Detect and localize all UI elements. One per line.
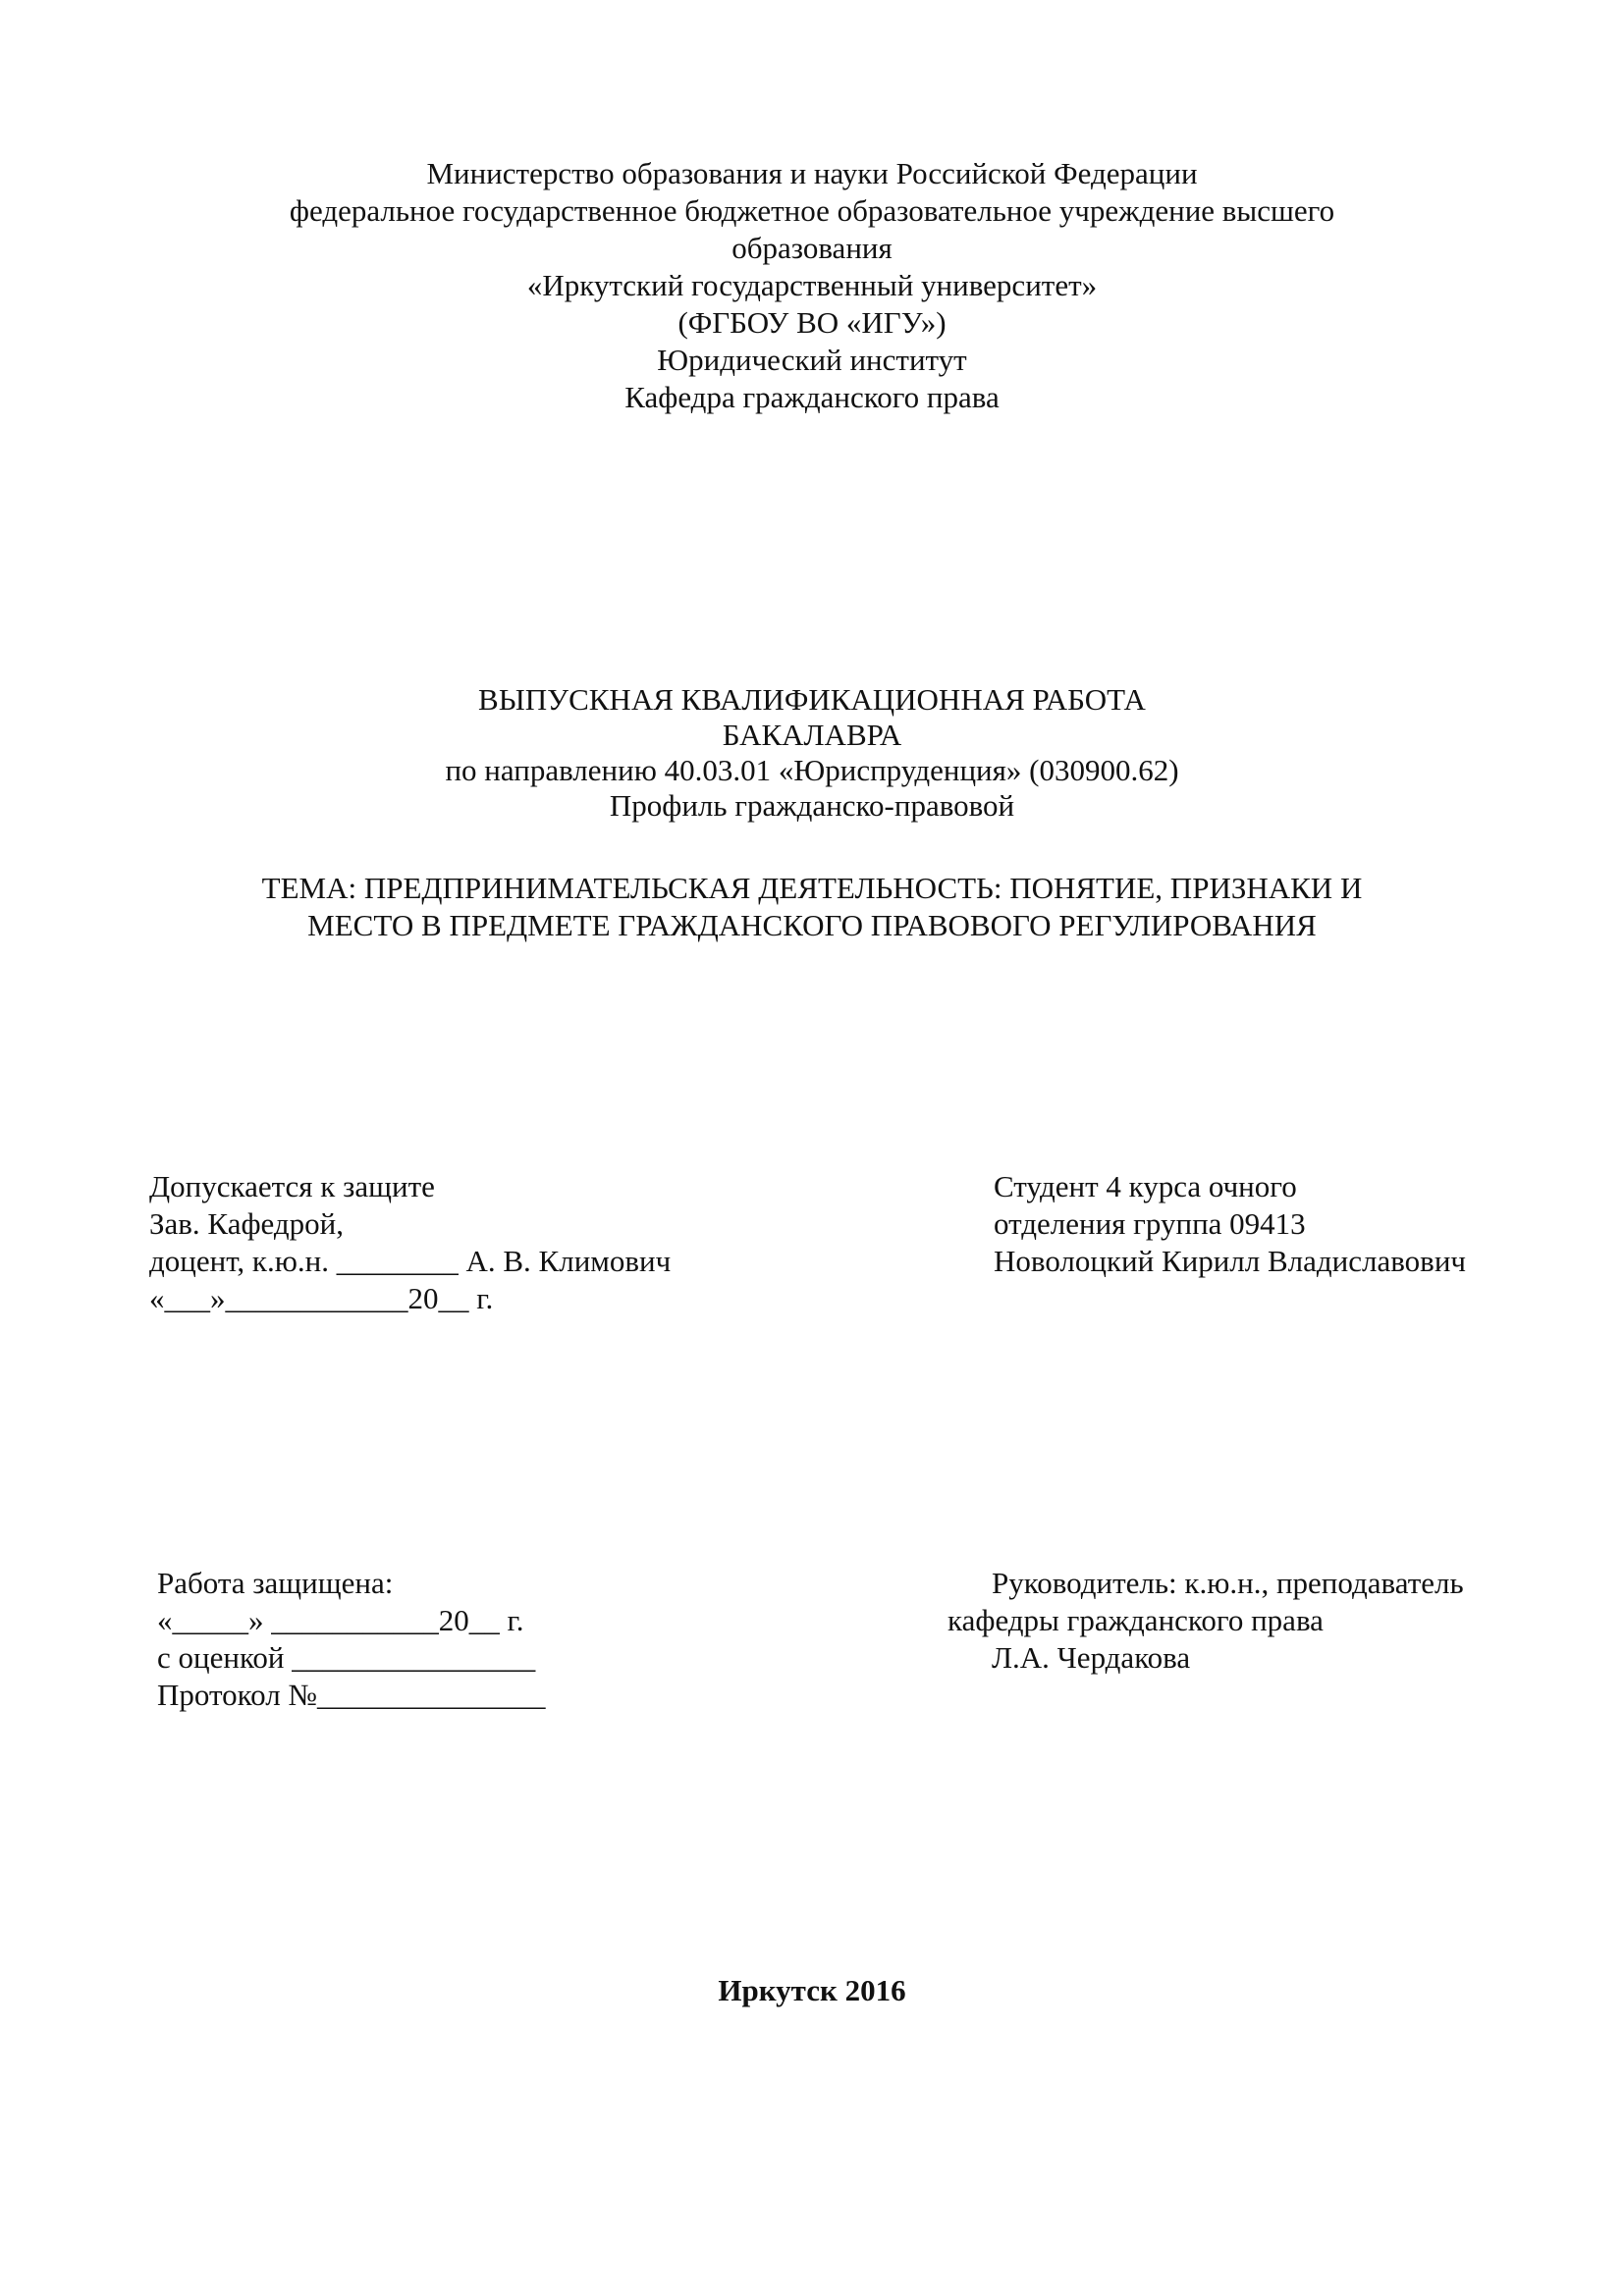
- institution-type-line: федеральное государственное бюджетное образовательное учреждение высшего: [289, 193, 1335, 228]
- department-head-signature-line: доцент, к.ю.н. ________ А. В. Климович: [149, 1244, 672, 1278]
- student-name: Новолоцкий Кирилл Владиславович: [994, 1244, 1466, 1278]
- protocol-line: Протокол №_______________: [157, 1678, 546, 1712]
- ministry-line: Министерство образования и науки Российской Федерации: [426, 156, 1198, 190]
- study-direction: по направлению 40.03.01 «Юриспруденция» (030900.62): [445, 753, 1179, 787]
- department-name: Кафедра гражданского права: [624, 380, 1000, 414]
- study-profile: Профиль гражданско-правовой: [609, 788, 1015, 823]
- admission-block: [149, 1168, 671, 1317]
- student-course: Студент 4 курса очного: [994, 1169, 1297, 1203]
- topic-line-2: МЕСТО В ПРЕДМЕТЕ ГРАЖДАНСКОГО ПРАВОВОГО РЕГУЛИРОВАНИЯ: [307, 908, 1317, 942]
- advisor-block: [947, 1565, 1464, 1677]
- defense-block: [157, 1565, 546, 1714]
- student-group: отделения группа 09413: [994, 1206, 1306, 1241]
- admission-heading: Допускается к защите: [149, 1169, 435, 1203]
- work-type-title: ВЫПУСКНАЯ КВАЛИФИКАЦИОННАЯ РАБОТА: [478, 682, 1146, 717]
- topic-block: [0, 870, 1624, 944]
- advisor-title: Руководитель: к.ю.н., преподаватель: [992, 1566, 1464, 1600]
- defense-heading: Работа защищена:: [157, 1566, 394, 1600]
- grade-line: с оценкой ________________: [157, 1640, 536, 1675]
- work-title-block: [0, 682, 1624, 824]
- city-year: Иркутск 2016: [718, 1973, 906, 2007]
- degree-level: БАКАЛАВРА: [722, 718, 902, 752]
- admission-date-line: «___»____________20__ г.: [149, 1281, 494, 1315]
- department-head-title: Зав. Кафедрой,: [149, 1206, 345, 1241]
- defense-date-line: «_____» ___________20__ г.: [157, 1603, 524, 1637]
- institution-header: [0, 155, 1624, 416]
- institution-type-line-cont: образования: [731, 231, 893, 265]
- student-block: [994, 1168, 1466, 1280]
- university-abbreviation: (ФГБОУ ВО «ИГУ»): [677, 305, 947, 340]
- university-name: «Иркутский государственный университет»: [526, 268, 1098, 302]
- institute-name: Юридический институт: [657, 343, 967, 377]
- topic-line-1: ТЕМА: ПРЕДПРИНИМАТЕЛЬСКАЯ ДЕЯТЕЛЬНОСТЬ: ПОНЯТИЕ, ПРИЗНАКИ И: [261, 871, 1363, 905]
- advisor-name: Л.А. Чердакова: [992, 1640, 1191, 1675]
- advisor-department: кафедры гражданского права: [947, 1603, 1324, 1637]
